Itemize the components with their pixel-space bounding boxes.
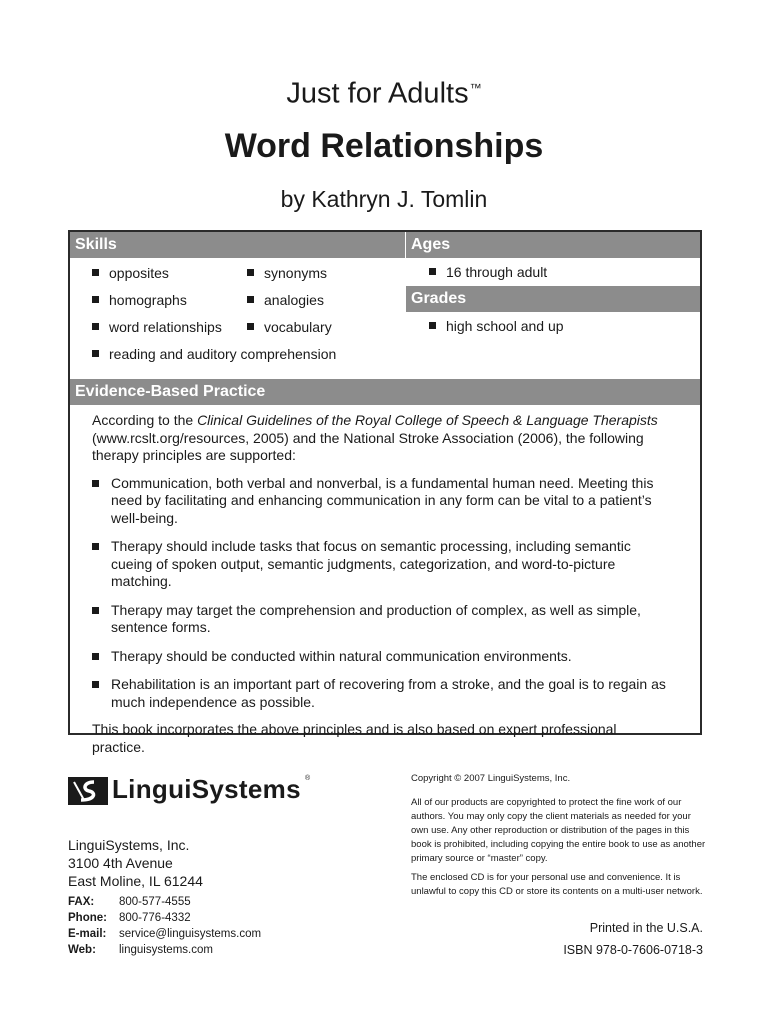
skill-item xyxy=(92,291,187,309)
publisher-address xyxy=(68,836,203,890)
evidence-body xyxy=(92,412,672,756)
copyright-line: Copyright © 2007 LinguiSystems, Inc. xyxy=(411,773,571,784)
evidence-bullet-text: Rehabilitation is an important part of recovering from a stroke, and the goal is to regain as much independence as possible. xyxy=(111,676,666,710)
evidence-heading: Evidence-Based Practice xyxy=(70,379,700,405)
evidence-bullet xyxy=(92,648,672,666)
title-block xyxy=(0,70,768,214)
intro-text: According to the xyxy=(92,412,198,428)
grades-item xyxy=(429,317,564,335)
bullet-square-icon xyxy=(92,543,99,550)
logo-wordmark: LinguiSystems xyxy=(112,774,301,804)
skill-item xyxy=(92,318,222,336)
contact-row xyxy=(68,910,261,926)
skill-label: homographs xyxy=(109,292,187,308)
contact-label: Web: xyxy=(68,944,96,956)
cd-notice: The enclosed CD is for your personal use and convenience. It is unlawful to copy this CD or store its contents on a multi-user network. xyxy=(411,872,703,897)
series-name: Just for Adults xyxy=(286,77,469,110)
skill-item xyxy=(247,291,324,309)
skill-label: opposites xyxy=(109,265,169,281)
skill-label: reading and auditory comprehension xyxy=(109,346,337,362)
bullet-square-icon xyxy=(92,653,99,660)
phone-number: 800-776-4332 xyxy=(119,912,191,924)
evidence-list xyxy=(92,475,672,712)
evidence-bullet-text: Therapy should be conducted within natural communication environments. xyxy=(111,647,572,664)
email-address: service@linguisystems.com xyxy=(119,928,262,940)
fax-number: 800-577-4555 xyxy=(119,896,191,908)
print-info xyxy=(563,917,703,961)
contact-label: E-mail: xyxy=(68,928,107,940)
bullet-square-icon xyxy=(92,607,99,614)
copyright-terms: All of our products are copyrighted to protect the fine work of our authors. You may only copy the client materials as needed for your own use. Any other reproduction or distribution of the pages in this book is prohibited, including copying the entire book to use as another primary source or “master” copy. xyxy=(411,797,706,864)
ages-heading: Ages xyxy=(406,232,700,258)
book-title: Word Relationships xyxy=(224,126,544,165)
evidence-bullet xyxy=(92,676,672,711)
grades-label: high school and up xyxy=(446,318,564,334)
evidence-bullet-text: Therapy should include tasks that focus on semantic processing, including semantic cueing of spoken output, semantic judgments, categorization, and word-to-picture matching. xyxy=(111,538,631,589)
bullet-square-icon xyxy=(429,322,436,329)
grades-heading: Grades xyxy=(406,286,700,312)
publisher-name: LinguiSystems, Inc. xyxy=(68,837,190,853)
evidence-intro xyxy=(92,412,672,465)
ages-label: 16 through adult xyxy=(446,264,548,280)
skills-heading: Skills xyxy=(70,232,405,258)
legal-notice xyxy=(411,772,706,904)
bullet-square-icon xyxy=(247,323,254,330)
publisher-street: 3100 4th Avenue xyxy=(68,855,173,871)
skill-label: word relationships xyxy=(109,319,222,335)
bullet-square-icon xyxy=(92,269,99,276)
skill-label: analogies xyxy=(264,292,324,308)
evidence-bullet xyxy=(92,475,672,528)
info-box xyxy=(68,230,702,755)
evidence-closing: This book incorporates the above principles and is also based on expert professional practice. xyxy=(92,721,617,755)
guidelines-citation: Clinical Guidelines of the Royal College of Speech & Language Therapists xyxy=(197,412,658,428)
isbn: ISBN 978-0-7606-0718-3 xyxy=(563,943,703,957)
contact-row xyxy=(68,942,261,958)
skill-item xyxy=(92,264,169,282)
series-title xyxy=(0,70,768,112)
skill-item xyxy=(247,264,327,282)
bullet-square-icon xyxy=(92,296,99,303)
evidence-bullet-text: Therapy may target the comprehension and production of complex, as well as simple, sentence forms. xyxy=(111,601,641,635)
trademark-symbol: ™ xyxy=(469,81,482,95)
skill-item xyxy=(247,318,332,336)
logo-mark-icon xyxy=(68,773,108,809)
bullet-square-icon xyxy=(247,269,254,276)
evidence-bullet xyxy=(92,538,672,591)
bullet-square-icon xyxy=(92,350,99,357)
bullet-square-icon xyxy=(429,268,436,275)
evidence-bullet xyxy=(92,602,672,637)
publisher-contacts xyxy=(68,894,261,958)
contact-row xyxy=(68,894,261,910)
skill-item xyxy=(92,345,336,363)
skill-label: synonyms xyxy=(264,265,328,281)
web-address: linguisystems.com xyxy=(119,944,213,956)
contact-label: Phone: xyxy=(68,912,107,924)
bullet-square-icon xyxy=(92,323,99,330)
skill-label: vocabulary xyxy=(264,319,332,335)
evidence-bullet-text: Communication, both verbal and nonverbal, is a fundamental human need. Meeting this need by facilitating and enhancing communication in any form can be vital to a patient’s well-being. xyxy=(111,474,654,526)
ages-item xyxy=(429,263,547,281)
bullet-square-icon xyxy=(92,480,99,487)
registered-mark: ® xyxy=(305,775,311,782)
author-line: by Kathryn J. Tomlin xyxy=(280,185,488,212)
printed-in: Printed in the U.S.A. xyxy=(589,921,703,935)
publisher-city: East Moline, IL 61244 xyxy=(68,873,203,889)
linguisystems-logo xyxy=(68,773,313,809)
contact-row xyxy=(68,926,261,942)
bullet-square-icon xyxy=(247,296,254,303)
contact-label: FAX: xyxy=(68,896,95,908)
intro-text: (www.rcslt.org/resources, 2005) and the National Stroke Association (2006), the following therapy principles are supported: xyxy=(92,429,644,463)
bullet-square-icon xyxy=(92,681,99,688)
